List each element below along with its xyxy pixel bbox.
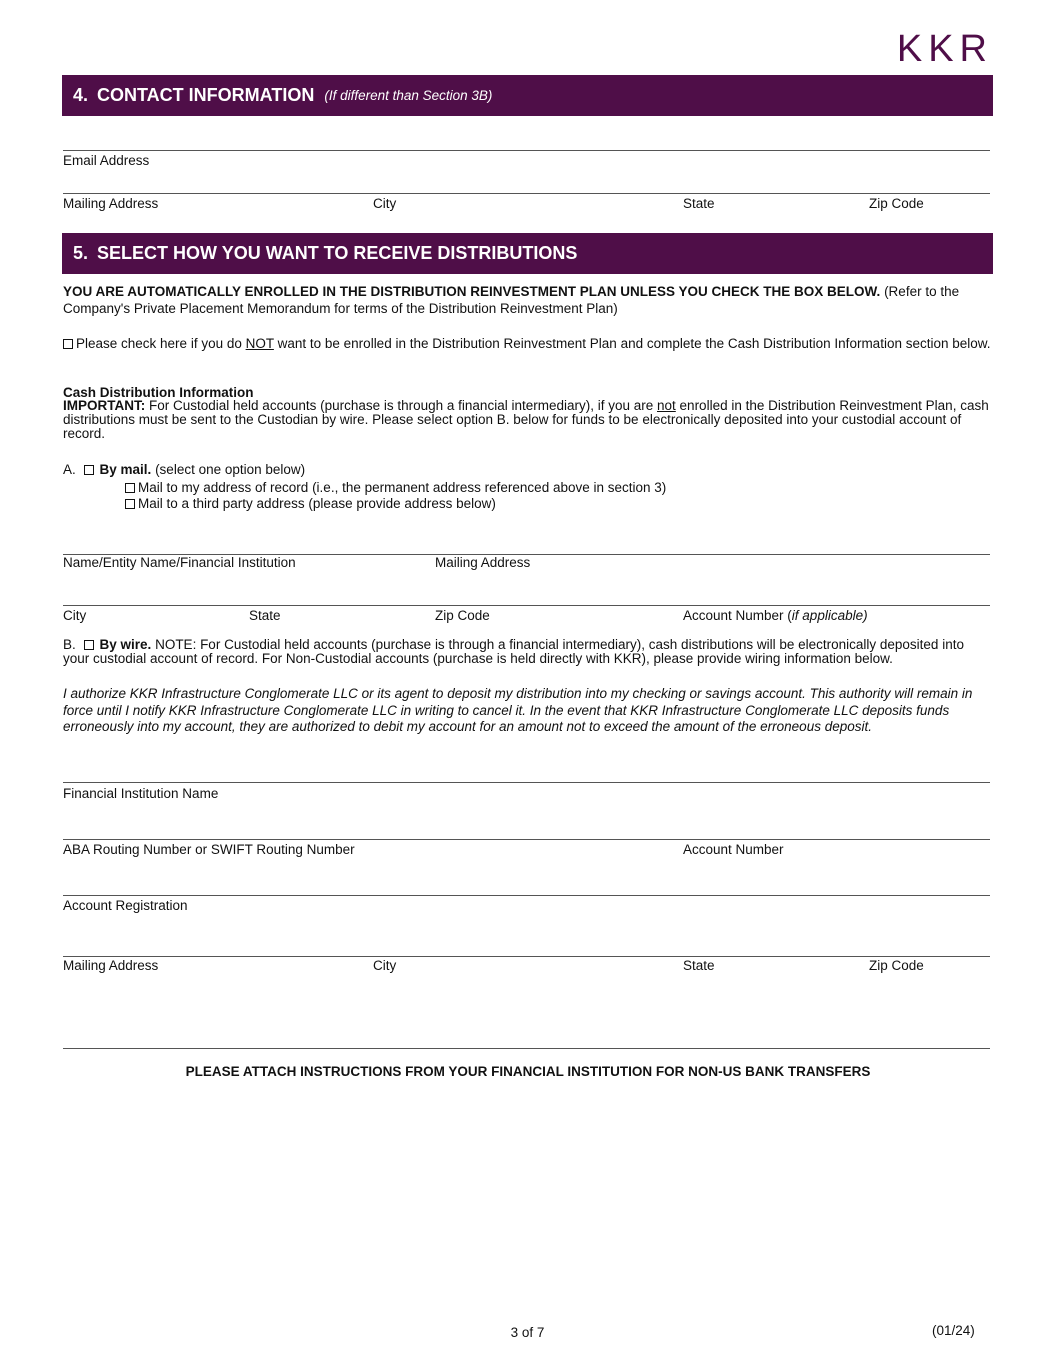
option-a-rest: (select one option below) xyxy=(151,462,306,477)
section-4-title: CONTACT INFORMATION xyxy=(97,85,315,105)
mail-option-2-label: Mail to a third party address (please provide address below) xyxy=(138,496,496,511)
city-label: City xyxy=(373,196,397,211)
attach-instructions-note: PLEASE ATTACH INSTRUCTIONS FROM YOUR FINANCIAL INSTITUTION FOR NON-US BANK TRANSFERS xyxy=(185,1064,871,1079)
optout-text-post: want to be enrolled in the Distribution Reinvestment Plan and complete the Cash Distribution Information section below. xyxy=(273,336,991,351)
mailing-address-field-line[interactable] xyxy=(63,193,990,194)
routing-field-line[interactable] xyxy=(63,839,990,840)
option-b-bold: By wire. xyxy=(99,637,152,652)
mail-option-2-checkbox[interactable] xyxy=(125,499,135,509)
email-field-line[interactable] xyxy=(63,150,990,151)
zip-code-label: Zip Code xyxy=(869,196,924,211)
fi-name-field-line[interactable] xyxy=(63,782,990,783)
optout-text-pre: Please check here if you do xyxy=(76,336,246,351)
wire-mailing-address-field-line[interactable] xyxy=(63,956,990,957)
page-number: 3 of 7 xyxy=(510,1325,545,1340)
wire-state-label: State xyxy=(683,958,715,973)
kkr-logo: KKR xyxy=(896,28,993,70)
option-a-prefix: A. xyxy=(63,462,76,477)
wire-city-label: City xyxy=(373,958,397,973)
routing-label: ABA Routing Number or SWIFT Routing Number xyxy=(63,842,355,857)
auto-enroll-rest: (Refer to the Company's Private Placement Memorandum for terms of the Distribution Reinvestment Plan) xyxy=(63,284,960,316)
optout-not: NOT xyxy=(245,336,274,351)
version-date: (01/24) xyxy=(932,1323,975,1338)
email-label: Email Address xyxy=(63,153,150,168)
account-registration-field-line[interactable] xyxy=(63,895,990,896)
mail-option-2 xyxy=(125,496,496,511)
option-a-bold: By mail. xyxy=(99,462,152,477)
auto-enroll-notice xyxy=(63,284,968,317)
section-5-header xyxy=(62,233,993,274)
third-party-city-field-line[interactable] xyxy=(63,605,990,606)
account-registration-label: Account Registration xyxy=(63,898,188,913)
attach-divider xyxy=(63,1048,990,1049)
auto-enroll-bold: YOU ARE AUTOMATICALLY ENROLLED IN THE DISTRIBUTION REINVESTMENT PLAN UNLESS YOU CHECK THE BOX BELOW. xyxy=(63,284,881,299)
account-number-pre: Account Number ( xyxy=(683,608,792,623)
option-b xyxy=(63,638,993,666)
option-a-checkbox[interactable] xyxy=(84,465,94,475)
option-b-rest: NOTE: For Custodial held accounts (purchase is through a financial intermediary), cash distributions will be electronically deposited into your custodial account of record. For Non-Custodial accounts (purchase is held directly with KKR), please provide wiring information below. xyxy=(63,637,964,666)
important-text-pre: For Custodial held accounts (purchase is through a financial intermediary), if you are xyxy=(145,398,658,413)
option-a xyxy=(63,463,993,477)
optout-option xyxy=(63,337,993,351)
mail-option-1-label: Mail to my address of record (i.e., the permanent address referenced above in section 3) xyxy=(138,480,667,495)
cash-distribution-heading: Cash Distribution Information xyxy=(63,385,254,400)
third-party-account-number-label xyxy=(683,608,868,623)
section-4-subtitle: (If different than Section 3B) xyxy=(324,88,493,103)
fi-name-label: Financial Institution Name xyxy=(63,786,219,801)
authorization-statement: I authorize KKR Infrastructure Conglomerate LLC or its agent to deposit my distribution into my checking or savings account. This authority will remain in force until I notify KKR Infrastructure Conglomerate LLC in writing to cancel it. In the event that KKR Infrastructure Conglomerate LLC deposits funds erroneously into my account, they are authorized to debit my account for an amount not to exceed the amount of the erroneous deposit. xyxy=(63,686,973,734)
state-label: State xyxy=(683,196,715,211)
wire-account-number-label: Account Number xyxy=(683,842,784,857)
third-party-city-label: City xyxy=(63,608,87,623)
option-b-checkbox[interactable] xyxy=(84,640,94,650)
name-entity-label: Name/Entity Name/Financial Institution xyxy=(63,555,296,570)
wire-mailing-address-label: Mailing Address xyxy=(63,958,159,973)
wire-zip-label: Zip Code xyxy=(869,958,924,973)
third-party-state-label: State xyxy=(249,608,281,623)
important-label: IMPORTANT: xyxy=(63,398,146,413)
third-party-mailing-address-label: Mailing Address xyxy=(435,555,531,570)
mail-option-1-checkbox[interactable] xyxy=(125,483,135,493)
important-text-post: enrolled in the Distribution Reinvestment Plan, cash distributions must be sent to the Custodian by wire. Please select option B. below for funds to be electronically deposited into your custodial account of record. xyxy=(63,398,989,441)
account-number-ital: if applicable) xyxy=(791,608,868,623)
optout-checkbox[interactable] xyxy=(63,339,73,349)
mail-option-1 xyxy=(125,480,666,495)
section-4-header xyxy=(62,75,993,116)
section-5-title: SELECT HOW YOU WANT TO RECEIVE DISTRIBUTIONS xyxy=(97,243,578,263)
third-party-zip-label: Zip Code xyxy=(435,608,490,623)
important-notice xyxy=(63,399,993,441)
section-4-number: 4. xyxy=(73,85,89,105)
option-b-prefix: B. xyxy=(63,637,76,652)
section-5-number: 5. xyxy=(73,243,89,263)
mailing-address-label: Mailing Address xyxy=(63,196,159,211)
important-not: not xyxy=(657,398,676,413)
